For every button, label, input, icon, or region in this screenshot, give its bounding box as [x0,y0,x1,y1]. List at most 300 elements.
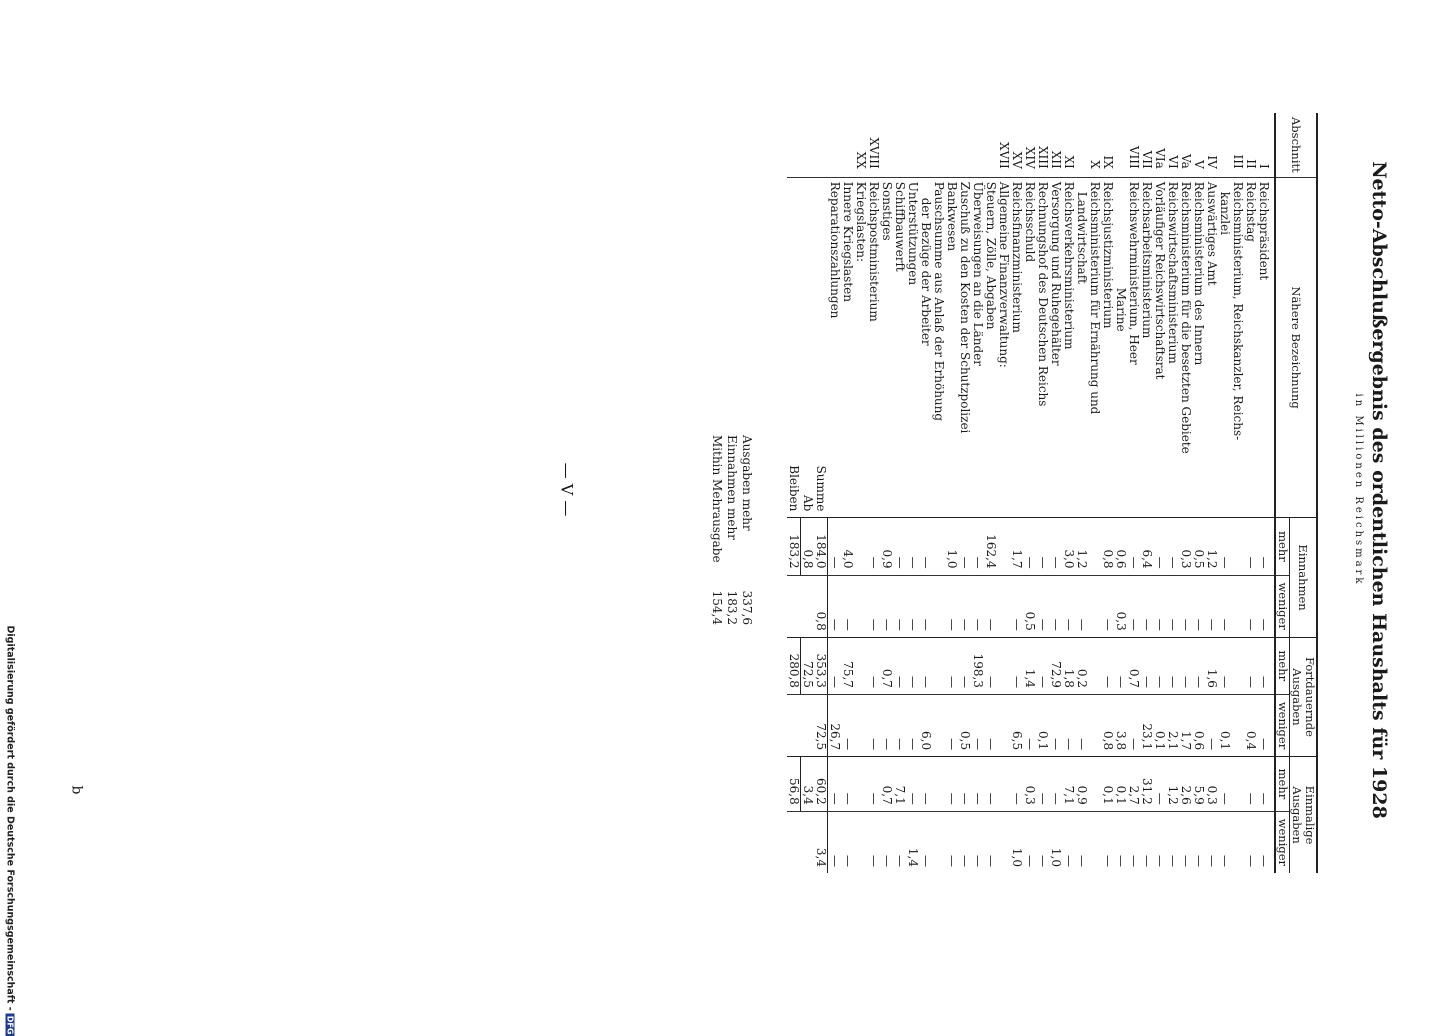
total-cell: 56,8 [787,757,801,812]
abschnitt-cell [1075,113,1088,177]
abschnitt-cell [958,113,971,177]
value-cell: — [1166,637,1179,694]
value-cell: — [893,694,906,756]
value-cell: — [828,757,842,812]
value-cell: 3,0 [1062,518,1075,575]
value-cell: — [984,694,997,756]
value-cell: — [906,694,919,756]
total-cell: 60,2 [814,757,828,812]
value-cell: — [945,811,958,873]
value-cell: — [1062,694,1075,756]
bezeichnung-cell: Versorgung und Ruhegehälter [1049,177,1062,518]
value-cell: — [971,518,984,575]
value-cell [854,518,867,575]
value-cell: — [1114,637,1127,694]
table-row [854,113,867,873]
value-cell [997,575,1010,637]
value-cell: 0,5 [1023,575,1036,637]
table-row [906,113,919,873]
bezeichnung-cell: Auswärtiges Amt [1205,177,1218,518]
value-cell: 75,7 [841,637,854,694]
table-row [932,113,945,873]
value-cell: — [893,811,906,873]
value-cell: 0,3 [1114,575,1127,637]
value-cell: — [919,811,932,873]
abschnitt-cell: I [1257,164,1271,169]
header-weniger: weniger [1275,694,1290,756]
value-cell: — [971,811,984,873]
value-cell [1231,637,1244,694]
value-cell: — [1036,575,1049,637]
value-cell [1088,637,1101,694]
bezeichnung-cell: Kriegslasten: [854,177,867,518]
value-cell: — [880,575,893,637]
table-row [997,113,1010,873]
table-row [1088,113,1101,873]
value-cell [932,518,945,575]
abschnitt-cell: V [1192,160,1206,169]
total-cell: 184,0 [814,518,828,575]
value-cell: 23,1 [1140,694,1153,756]
value-cell: — [893,518,906,575]
table-row [1257,113,1275,873]
value-cell: 0,7 [880,757,893,812]
value-cell: 0,3 [1179,518,1192,575]
table-row [1153,113,1166,873]
value-cell: 6,4 [1140,518,1153,575]
value-cell: 1,0 [1049,811,1062,873]
value-cell: — [1257,757,1275,812]
table-row [1179,113,1192,873]
table-row [867,113,880,873]
value-cell: — [1023,811,1036,873]
bezeichnung-cell: Reichstag [1244,177,1257,518]
value-cell: 0,3 [1023,757,1036,812]
value-cell: 7,1 [1062,757,1075,812]
value-cell: 1,4 [906,811,919,873]
value-cell: — [1127,575,1140,637]
value-cell: — [880,811,893,873]
bezeichnung-cell: Reparationszahlungen [828,177,842,518]
value-cell: — [1205,694,1218,756]
value-cell: — [1257,811,1275,873]
bezeichnung-cell: Reichspräsident [1257,177,1275,518]
value-cell: — [1049,518,1062,575]
bezeichnung-cell: kanzlei [1218,177,1231,518]
bezeichnung-cell: Reichswirtschaftsministerium [1166,177,1179,518]
total-cell: 353,3 [814,637,828,694]
value-cell: — [1049,757,1062,812]
value-cell: — [1244,518,1257,575]
table-row [1127,113,1140,873]
abschnitt-cell: XX [854,151,868,169]
summary-value: 337,6 [740,590,754,625]
value-cell: 2,7 [1127,757,1140,812]
value-cell: 0,1 [1114,757,1127,812]
value-cell: — [945,757,958,812]
abschnitt-cell [841,113,854,177]
value-cell: — [919,518,932,575]
value-cell: — [1140,637,1153,694]
value-cell: — [828,518,842,575]
value-cell [854,757,867,812]
summary-block [709,435,754,625]
value-cell: — [1010,575,1023,637]
table-row [841,113,854,873]
total-cell [787,575,801,637]
bezeichnung-cell: Landwirtschaft [1075,177,1088,518]
value-cell: — [828,575,842,637]
value-cell: 0,1 [1218,694,1231,756]
bezeichnung-cell: Reichswehrministerium, Heer [1127,177,1140,518]
value-cell: — [984,575,997,637]
table-row [1010,113,1023,873]
value-cell: 2,1 [1166,694,1179,756]
abschnitt-cell: XIV [1023,146,1037,169]
value-cell [1088,757,1101,812]
value-cell: — [1075,811,1088,873]
value-cell: — [1192,637,1205,694]
header-mehr: mehr [1275,757,1290,812]
value-cell: — [958,757,971,812]
value-cell: 6,5 [1010,694,1023,756]
value-cell: — [1049,575,1062,637]
value-cell: 1,0 [945,518,958,575]
value-cell: — [1166,518,1179,575]
abschnitt-cell [919,113,932,177]
value-cell: — [1205,575,1218,637]
value-cell [1088,694,1101,756]
value-cell: — [1075,575,1088,637]
value-cell: — [1153,637,1166,694]
value-cell: — [1010,637,1023,694]
signature-mark: b [68,785,85,795]
header-bezeichnung: Nähere Bezeichnung [1275,177,1317,518]
value-cell: 0,7 [880,637,893,694]
value-cell: 1,2 [1205,518,1218,575]
abschnitt-cell: X [1088,160,1102,169]
abschnitt-cell: IX [1101,155,1115,169]
abschnitt-cell [984,113,997,177]
value-cell: — [1101,811,1114,873]
value-cell: — [1244,637,1257,694]
value-cell: — [958,637,971,694]
table-row [893,113,906,873]
table-row [1075,113,1088,873]
value-cell: — [945,637,958,694]
abschnitt-cell [1218,113,1231,177]
table-row [1049,113,1062,873]
bezeichnung-cell: Sonstiges [880,177,893,518]
abschnitt-cell [906,113,919,177]
value-cell: 0,1 [1036,694,1049,756]
value-cell: — [1062,575,1075,637]
value-cell [1088,518,1101,575]
value-cell: — [867,694,880,756]
table-row [828,113,842,873]
value-cell: — [1179,637,1192,694]
value-cell: — [1036,811,1049,873]
table-body [828,113,1276,873]
value-cell: — [919,757,932,812]
total-cell: 3,4 [801,757,815,812]
value-cell: — [984,637,997,694]
value-cell: 1,6 [1205,637,1218,694]
value-cell: 162,4 [984,518,997,575]
value-cell: — [867,518,880,575]
value-cell: 0,8 [1101,694,1114,756]
value-cell: 1,2 [1166,757,1179,812]
value-cell: — [1153,518,1166,575]
summary-label: Einnahmen mehr [725,435,739,540]
credit-text: Digitalisierung gefördert durch die Deutsche Forschungsgemeinschaft - [4,625,16,1011]
value-cell [932,637,945,694]
abschnitt-cell [893,113,906,177]
table-row [1231,113,1244,873]
bezeichnung-cell: Reichsministerium des Innern [1192,177,1205,518]
bezeichnung-cell: Bankwesen [945,177,958,518]
abschnitt-cell: XI [1062,155,1076,169]
value-cell: 198,3 [971,637,984,694]
value-cell: — [1205,811,1218,873]
abschnitt-cell: Va [1179,154,1193,169]
value-cell: — [906,637,919,694]
abschnitt-cell [828,113,842,177]
value-cell: — [1244,811,1257,873]
value-cell: — [828,811,842,873]
value-cell: — [1192,811,1205,873]
table-row [1101,113,1114,873]
value-cell [997,518,1010,575]
table-row [1244,113,1257,873]
abschnitt-cell [1114,113,1127,177]
table-row [958,113,971,873]
value-cell: — [1075,694,1088,756]
table-row [1218,113,1231,873]
value-cell: — [1127,811,1140,873]
total-cell: 72,5 [814,694,828,756]
value-cell: 31,2 [1140,757,1153,812]
value-cell: — [1036,757,1049,812]
value-cell: — [1179,575,1192,637]
table-row [1192,113,1205,873]
value-cell [997,757,1010,812]
value-cell: 0,6 [1192,694,1205,756]
abschnitt-cell: II [1244,159,1258,169]
total-cell: 3,4 [814,811,828,873]
value-cell [1231,518,1244,575]
value-cell: 1,8 [1062,637,1075,694]
bezeichnung-cell: Reichsarbeitsministerium [1140,177,1153,518]
value-cell: — [893,637,906,694]
value-cell: — [1179,811,1192,873]
value-cell [854,575,867,637]
value-cell: — [1244,575,1257,637]
value-cell: 3,8 [1114,694,1127,756]
value-cell: — [958,575,971,637]
value-cell: — [1153,757,1166,812]
value-cell: — [1166,575,1179,637]
value-cell: — [1049,694,1062,756]
value-cell: — [841,575,854,637]
total-cell: 0,8 [801,518,815,575]
value-cell: — [1101,575,1114,637]
value-cell: — [1166,811,1179,873]
value-cell: — [945,575,958,637]
total-cell [801,694,815,756]
bezeichnung-cell: Überweisungen an die Länder [971,177,984,518]
total-cell: 280,8 [787,637,801,694]
value-cell: — [867,811,880,873]
header-einnahmen: Einnahmen [1290,518,1318,637]
total-label: Bleiben [787,177,801,518]
table-row [984,113,997,873]
value-cell: — [1218,757,1231,812]
value-cell: — [841,811,854,873]
value-cell: 1,2 [1075,518,1088,575]
value-cell [997,811,1010,873]
value-cell: 0,8 [1101,518,1114,575]
header-abschnitt: Abschnitt [1275,113,1317,177]
value-cell: 0,2 [1075,637,1088,694]
abschnitt-cell [880,113,893,177]
value-cell [1088,575,1101,637]
value-cell: — [841,757,854,812]
value-cell: — [971,757,984,812]
value-cell [1231,694,1244,756]
bezeichnung-cell: Reichsverkehrsministerium [1062,177,1075,518]
value-cell: 1,0 [1010,811,1023,873]
value-cell: 0,9 [1075,757,1088,812]
total-label: Summe [814,177,828,518]
value-cell: — [841,694,854,756]
value-cell: 0,3 [1205,757,1218,812]
bezeichnung-cell: Reichspostministerium [867,177,880,518]
table-row [971,113,984,873]
value-cell: 0,9 [880,518,893,575]
header-mehr: mehr [1275,637,1290,694]
table-row [1036,113,1049,873]
bezeichnung-cell: Steuern, Zölle, Abgaben [984,177,997,518]
value-cell: — [867,575,880,637]
value-cell: — [1257,518,1275,575]
document-subtitle: in Millionen Reichsmark [1353,393,1364,587]
table-row [1140,113,1153,873]
summary-label: Mithin Mehrausgabe [710,435,724,563]
value-cell: — [867,637,880,694]
value-cell: — [971,694,984,756]
bezeichnung-cell: der Bezüge der Arbeiter [919,177,932,518]
table-row [1205,113,1218,873]
value-cell: — [1257,637,1275,694]
value-cell: — [1218,637,1231,694]
document-title: Netto-Abschlußergebnis des ordentlichen Haushalts für 1928 [1368,161,1390,819]
total-label: Ab [801,177,815,518]
summary-value: 183,2 [725,590,739,625]
bezeichnung-cell: Unterstützungen [906,177,919,518]
value-cell: 0,4 [1244,694,1257,756]
value-cell: 0,5 [958,694,971,756]
bezeichnung-cell: Reichsministerium für die besetzten Gebiete [1179,177,1192,518]
abschnitt-cell: XIII [1036,145,1050,169]
value-cell [854,811,867,873]
value-cell: 6,0 [919,694,932,756]
abschnitt-cell: VIII [1127,145,1141,169]
abschnitt-cell: XVIII [867,137,881,169]
header-weniger: weniger [1275,575,1290,637]
value-cell: — [1218,575,1231,637]
value-cell: — [906,575,919,637]
bezeichnung-cell: Pauschsumme aus Anlaß der Erhöhung [932,177,945,518]
value-cell: — [1218,518,1231,575]
value-cell [854,637,867,694]
bezeichnung-cell: Marine [1114,177,1127,518]
abschnitt-cell [945,113,958,177]
header-fortdauernde: Fortdauernde Ausgaben [1290,637,1318,756]
value-cell: 0,7 [1127,637,1140,694]
value-cell: — [1062,811,1075,873]
value-cell: — [1244,757,1257,812]
bezeichnung-cell: Rechnungshof des Deutschen Reichs [1036,177,1049,518]
summary-label: Ausgaben mehr [740,435,754,531]
value-cell: — [828,637,842,694]
value-cell: 0,6 [1114,518,1127,575]
table-row [1166,113,1179,873]
value-cell: — [984,757,997,812]
value-cell [932,757,945,812]
value-cell: 72,9 [1049,637,1062,694]
value-cell: — [1218,811,1231,873]
value-cell [854,694,867,756]
value-cell: — [984,811,997,873]
rotated-document [100,95,1390,885]
value-cell: — [1036,637,1049,694]
value-cell: — [958,811,971,873]
value-cell: 0,5 [1192,518,1205,575]
totals-body [787,113,828,873]
value-cell: — [1036,518,1049,575]
value-cell: — [880,694,893,756]
bezeichnung-cell: Reichsjustizministerium [1101,177,1114,518]
value-cell: 5,9 [1192,757,1205,812]
value-cell [932,811,945,873]
value-cell: — [1010,757,1023,812]
abschnitt-cell: III [1231,154,1245,169]
value-cell: 26,7 [828,694,842,756]
total-cell [801,575,815,637]
value-cell: — [906,757,919,812]
header-einmalige: Einmalige Ausgaben [1290,757,1318,873]
value-cell: 4,0 [841,518,854,575]
total-cell: 183,2 [787,518,801,575]
total-cell: 72,5 [801,637,815,694]
value-cell: 0,1 [1153,694,1166,756]
bezeichnung-cell: Innere Kriegslasten [841,177,854,518]
abschnitt-cell: XII [1049,150,1063,169]
table-row [919,113,932,873]
value-cell: — [1114,811,1127,873]
value-cell: — [1192,575,1205,637]
value-cell: 2,6 [1179,757,1192,812]
bezeichnung-cell: Schiffbauwerft [893,177,906,518]
value-cell [997,637,1010,694]
value-cell: — [893,575,906,637]
value-cell: — [919,637,932,694]
abschnitt-cell: VII [1140,150,1154,169]
abschnitt-cell: VI [1166,155,1180,169]
value-cell: 1,4 [1023,637,1036,694]
abschnitt-cell: VIa [1153,148,1167,169]
